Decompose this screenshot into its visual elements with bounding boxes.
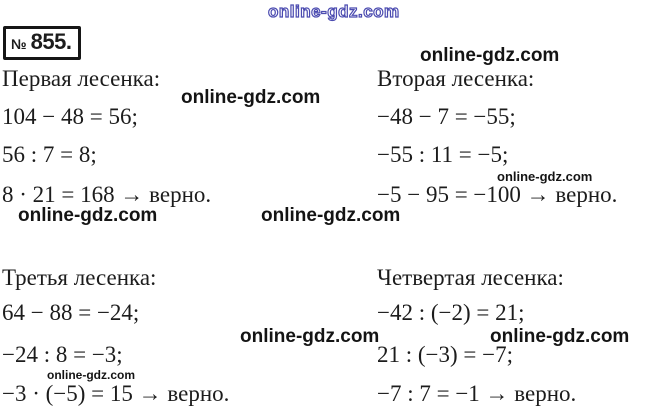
equation-line: −42 : (−2) = 21; [377, 300, 525, 325]
watermark-top-outline: online-gdz.com [268, 2, 400, 21]
watermark: online-gdz.com [420, 45, 560, 66]
equation-line: 8 · 21 = 168 → верно. [2, 182, 212, 207]
watermark: online-gdz.com [18, 205, 158, 226]
watermark: online-gdz.com [47, 368, 135, 382]
numero-sign: № [11, 36, 27, 52]
section-title-third-ladder: Третья лесенка: [2, 265, 157, 290]
watermark: online-gdz.com [181, 87, 321, 108]
equation-line: −5 − 95 = −100 → верно. [377, 182, 618, 207]
equation-line: 104 − 48 = 56; [2, 104, 138, 129]
equation-line: −24 : 8 = −3; [2, 342, 123, 367]
equation-line: −3 · (−5) = 15 → верно. [2, 381, 230, 406]
section-title-fourth-ladder: Четвертая лесенка: [377, 265, 564, 290]
equation-line: 21 : (−3) = −7; [377, 342, 514, 367]
equation-line: −7 : 7 = −1 → верно. [377, 381, 577, 406]
problem-number: 855. [30, 29, 72, 54]
watermark: online-gdz.com [261, 205, 401, 226]
equation-line: −55 : 11 = −5; [377, 142, 509, 167]
equation-line: 64 − 88 = −24; [2, 300, 140, 325]
equation-line: −48 − 7 = −55; [377, 104, 516, 129]
section-title-second-ladder: Вторая лесенка: [377, 66, 535, 91]
problem-number-box [3, 26, 81, 60]
watermark: online-gdz.com [490, 326, 630, 347]
section-title-first-ladder: Первая лесенка: [2, 66, 161, 91]
equation-line: 56 : 7 = 8; [2, 142, 97, 167]
watermark: online-gdz.com [497, 169, 593, 184]
watermark: online-gdz.com [240, 326, 380, 347]
